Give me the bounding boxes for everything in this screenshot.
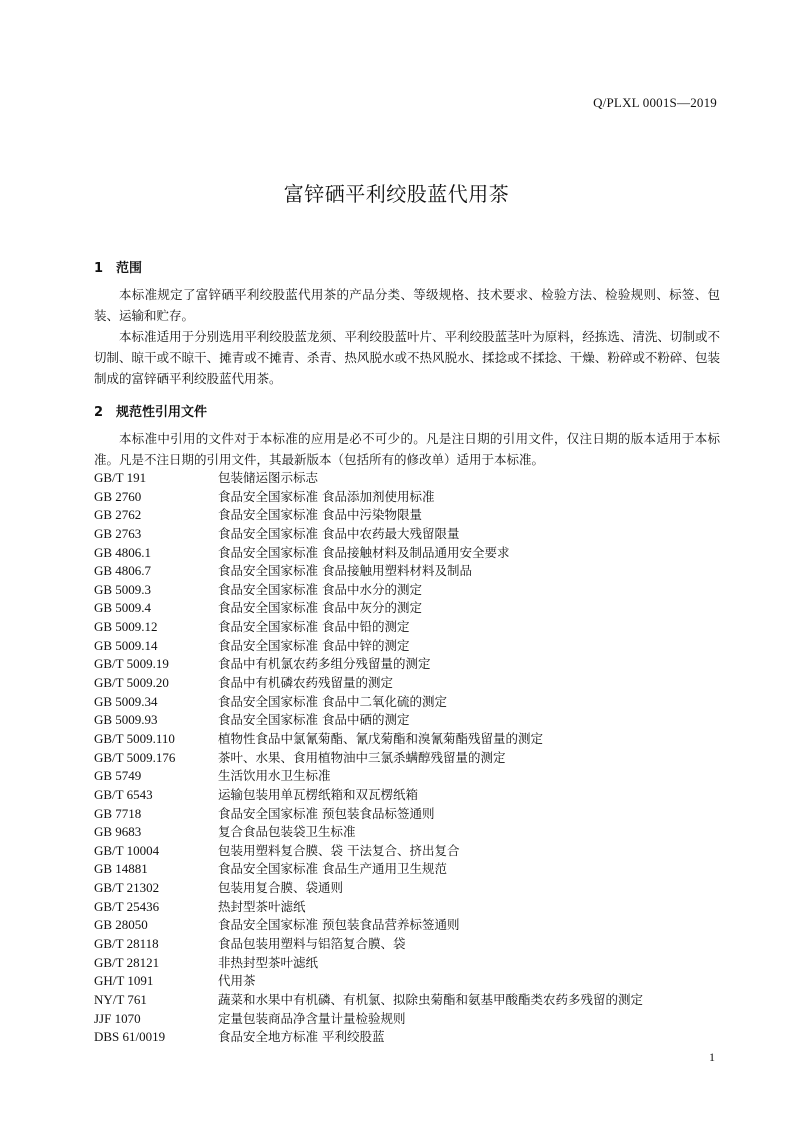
reference-code: GB 28050 xyxy=(94,917,148,933)
reference-row xyxy=(94,506,720,525)
reference-code: GB/T 21302 xyxy=(94,880,160,896)
reference-title: 复合食品包装袋卫生标准 xyxy=(218,824,356,840)
reference-code: GB 4806.7 xyxy=(94,563,152,579)
reference-code: GB 2760 xyxy=(94,488,142,504)
reference-title: 食品安全国家标准 食品添加剂使用标准 xyxy=(218,488,435,504)
reference-code: GB/T 5009.176 xyxy=(94,749,176,765)
reference-title: 食品安全国家标准 食品中灰分的测定 xyxy=(218,600,422,616)
reference-row xyxy=(94,916,720,935)
reference-row xyxy=(94,469,720,488)
reference-list xyxy=(94,469,720,1047)
reference-title: 食品中有机磷农药残留量的测定 xyxy=(218,675,394,691)
reference-code: GB/T 6543 xyxy=(94,786,153,802)
reference-code: GB 14881 xyxy=(94,861,148,877)
reference-row xyxy=(94,991,720,1010)
reference-code: GB/T 5009.19 xyxy=(94,656,169,672)
reference-row xyxy=(94,842,720,861)
reference-title: 运输包装用单瓦楞纸箱和双瓦楞纸箱 xyxy=(218,786,419,802)
reference-row xyxy=(94,786,720,805)
reference-row xyxy=(94,711,720,730)
reference-code: GB/T 25436 xyxy=(94,898,160,914)
section-heading-scope xyxy=(94,257,142,276)
reference-title: 蔬菜和水果中有机磷、有机氯、拟除虫菊酯和氨基甲酸酯类农药多残留的测定 xyxy=(218,991,644,1007)
reference-code: GB 5009.34 xyxy=(94,693,158,709)
reference-title: 包装储运图示标志 xyxy=(218,470,319,485)
reference-title: 植物性食品中氯氰菊酯、氰戊菊酯和溴氰菊酯残留量的测定 xyxy=(218,730,544,746)
reference-title: 热封型茶叶滤纸 xyxy=(218,898,306,914)
reference-title: 食品安全国家标准 食品中二氧化硫的测定 xyxy=(218,693,447,709)
standard-code: Q/PLXL 0001S—2019 xyxy=(593,95,717,110)
reference-row xyxy=(94,823,720,842)
page-number: 1 xyxy=(709,1050,715,1064)
reference-title: 食品安全国家标准 食品接触用塑料材料及制品 xyxy=(218,563,472,579)
scope-paragraph-1: 本标准规定了富锌硒平利绞股蓝代用茶的产品分类、等级规格、技术要求、检验方法、检验规则、标签、包装、运输和贮存。 xyxy=(94,287,720,323)
reference-title: 生活饮用水卫生标准 xyxy=(218,768,331,784)
reference-title: 包装用塑料复合膜、袋 干法复合、挤出复合 xyxy=(218,842,460,858)
reference-title: 食品安全国家标准 食品接触材料及制品通用安全要求 xyxy=(218,544,510,560)
reference-row xyxy=(94,935,720,954)
reference-row xyxy=(94,954,720,973)
reference-row xyxy=(94,581,720,600)
reference-code: GB 4806.1 xyxy=(94,544,152,560)
reference-row xyxy=(94,749,720,768)
reference-row xyxy=(94,898,720,917)
reference-code: GH/T 1091 xyxy=(94,973,154,989)
section-title: 规范性引用文件 xyxy=(116,405,208,420)
reference-row xyxy=(94,730,720,749)
reference-code: GB/T 191 xyxy=(94,470,147,485)
section-number: 2 xyxy=(94,405,104,420)
reference-row xyxy=(94,674,720,693)
reference-code: GB 5009.12 xyxy=(94,619,158,635)
reference-row xyxy=(94,805,720,824)
reference-row xyxy=(94,767,720,786)
reference-row xyxy=(94,544,720,563)
reference-title: 食品安全国家标准 食品中水分的测定 xyxy=(218,581,422,597)
reference-title: 食品安全国家标准 预包装食品营养标签通则 xyxy=(218,917,460,933)
section-heading-normative-references xyxy=(94,401,207,420)
reference-title: 食品包装用塑料与铝箔复合膜、袋 xyxy=(218,936,406,952)
reference-row xyxy=(94,618,720,637)
reference-row xyxy=(94,637,720,656)
reference-title: 食品安全国家标准 食品中铅的测定 xyxy=(218,619,410,635)
reference-title: 茶叶、水果、食用植物油中三氯杀螨醇残留量的测定 xyxy=(218,749,506,765)
reference-row xyxy=(94,972,720,991)
reference-row xyxy=(94,525,720,544)
document-title: 富锌硒平利绞股蓝代用茶 xyxy=(283,182,510,206)
reference-row xyxy=(94,488,720,507)
reference-code: GB 5009.14 xyxy=(94,637,158,653)
reference-code: GB 2762 xyxy=(94,507,142,523)
reference-code: GB 5009.3 xyxy=(94,581,152,597)
reference-code: GB 2763 xyxy=(94,525,142,541)
reference-title: 食品安全国家标准 食品中锌的测定 xyxy=(218,637,410,653)
reference-row xyxy=(94,1028,720,1047)
reference-code: GB 5009.93 xyxy=(94,712,158,728)
reference-code: GB 5009.4 xyxy=(94,600,152,616)
reference-row xyxy=(94,655,720,674)
reference-code: GB 9683 xyxy=(94,824,142,840)
reference-title: 食品安全国家标准 食品生产通用卫生规范 xyxy=(218,861,447,877)
reference-row xyxy=(94,879,720,898)
scope-paragraph-2: 本标准适用于分别选用平利绞股蓝龙须、平利绞股蓝叶片、平利绞股蓝茎叶为原料，经拣选、清洗、切制或不切制、晾干或不晾干、摊青或不摊青、杀青、热风脱水或不热风脱水、揉捻或不揉捻、干燥、粉碎或不粉碎、包装制成的富锌硒平利绞股蓝代用茶。 xyxy=(94,329,720,386)
reference-row xyxy=(94,1010,720,1029)
reference-row xyxy=(94,599,720,618)
reference-title: 包装用复合膜、袋通则 xyxy=(218,880,344,896)
reference-title: 非热封型茶叶滤纸 xyxy=(218,954,319,970)
reference-code: JJF 1070 xyxy=(94,1010,141,1026)
reference-title: 食品安全国家标准 食品中硒的测定 xyxy=(218,712,410,728)
section-number: 1 xyxy=(94,261,104,276)
reference-title: 定量包装商品净含量计量检验规则 xyxy=(218,1010,406,1026)
reference-code: GB/T 28121 xyxy=(94,954,160,970)
reference-title: 代用茶 xyxy=(218,973,256,989)
reference-code: GB 7718 xyxy=(94,805,142,821)
reference-code: NY/T 761 xyxy=(94,991,147,1007)
reference-row xyxy=(94,693,720,712)
reference-code: GB 5749 xyxy=(94,768,142,784)
reference-code: GB/T 28118 xyxy=(94,936,159,952)
reference-row xyxy=(94,860,720,879)
section-title: 范围 xyxy=(116,261,143,276)
reference-title: 食品安全地方标准 平利绞股蓝 xyxy=(218,1029,385,1045)
reference-title: 食品安全国家标准 预包装食品标签通则 xyxy=(218,805,435,821)
reference-title: 食品安全国家标准 食品中污染物限量 xyxy=(218,507,422,523)
reference-code: GB/T 5009.20 xyxy=(94,675,169,691)
reference-row xyxy=(94,562,720,581)
reference-code: DBS 61/0019 xyxy=(94,1029,166,1045)
references-intro-paragraph: 本标准中引用的文件对于本标准的应用是必不可少的。凡是注日期的引用文件，仅注日期的版本适用于本标准。凡是不注日期的引用文件，其最新版本（包括所有的修改单）适用于本标准。 xyxy=(94,431,720,467)
reference-code: GB/T 5009.110 xyxy=(94,730,175,746)
reference-code: GB/T 10004 xyxy=(94,842,160,858)
reference-title: 食品中有机氯农药多组分残留量的测定 xyxy=(218,656,431,672)
reference-title: 食品安全国家标准 食品中农药最大残留限量 xyxy=(218,525,460,541)
